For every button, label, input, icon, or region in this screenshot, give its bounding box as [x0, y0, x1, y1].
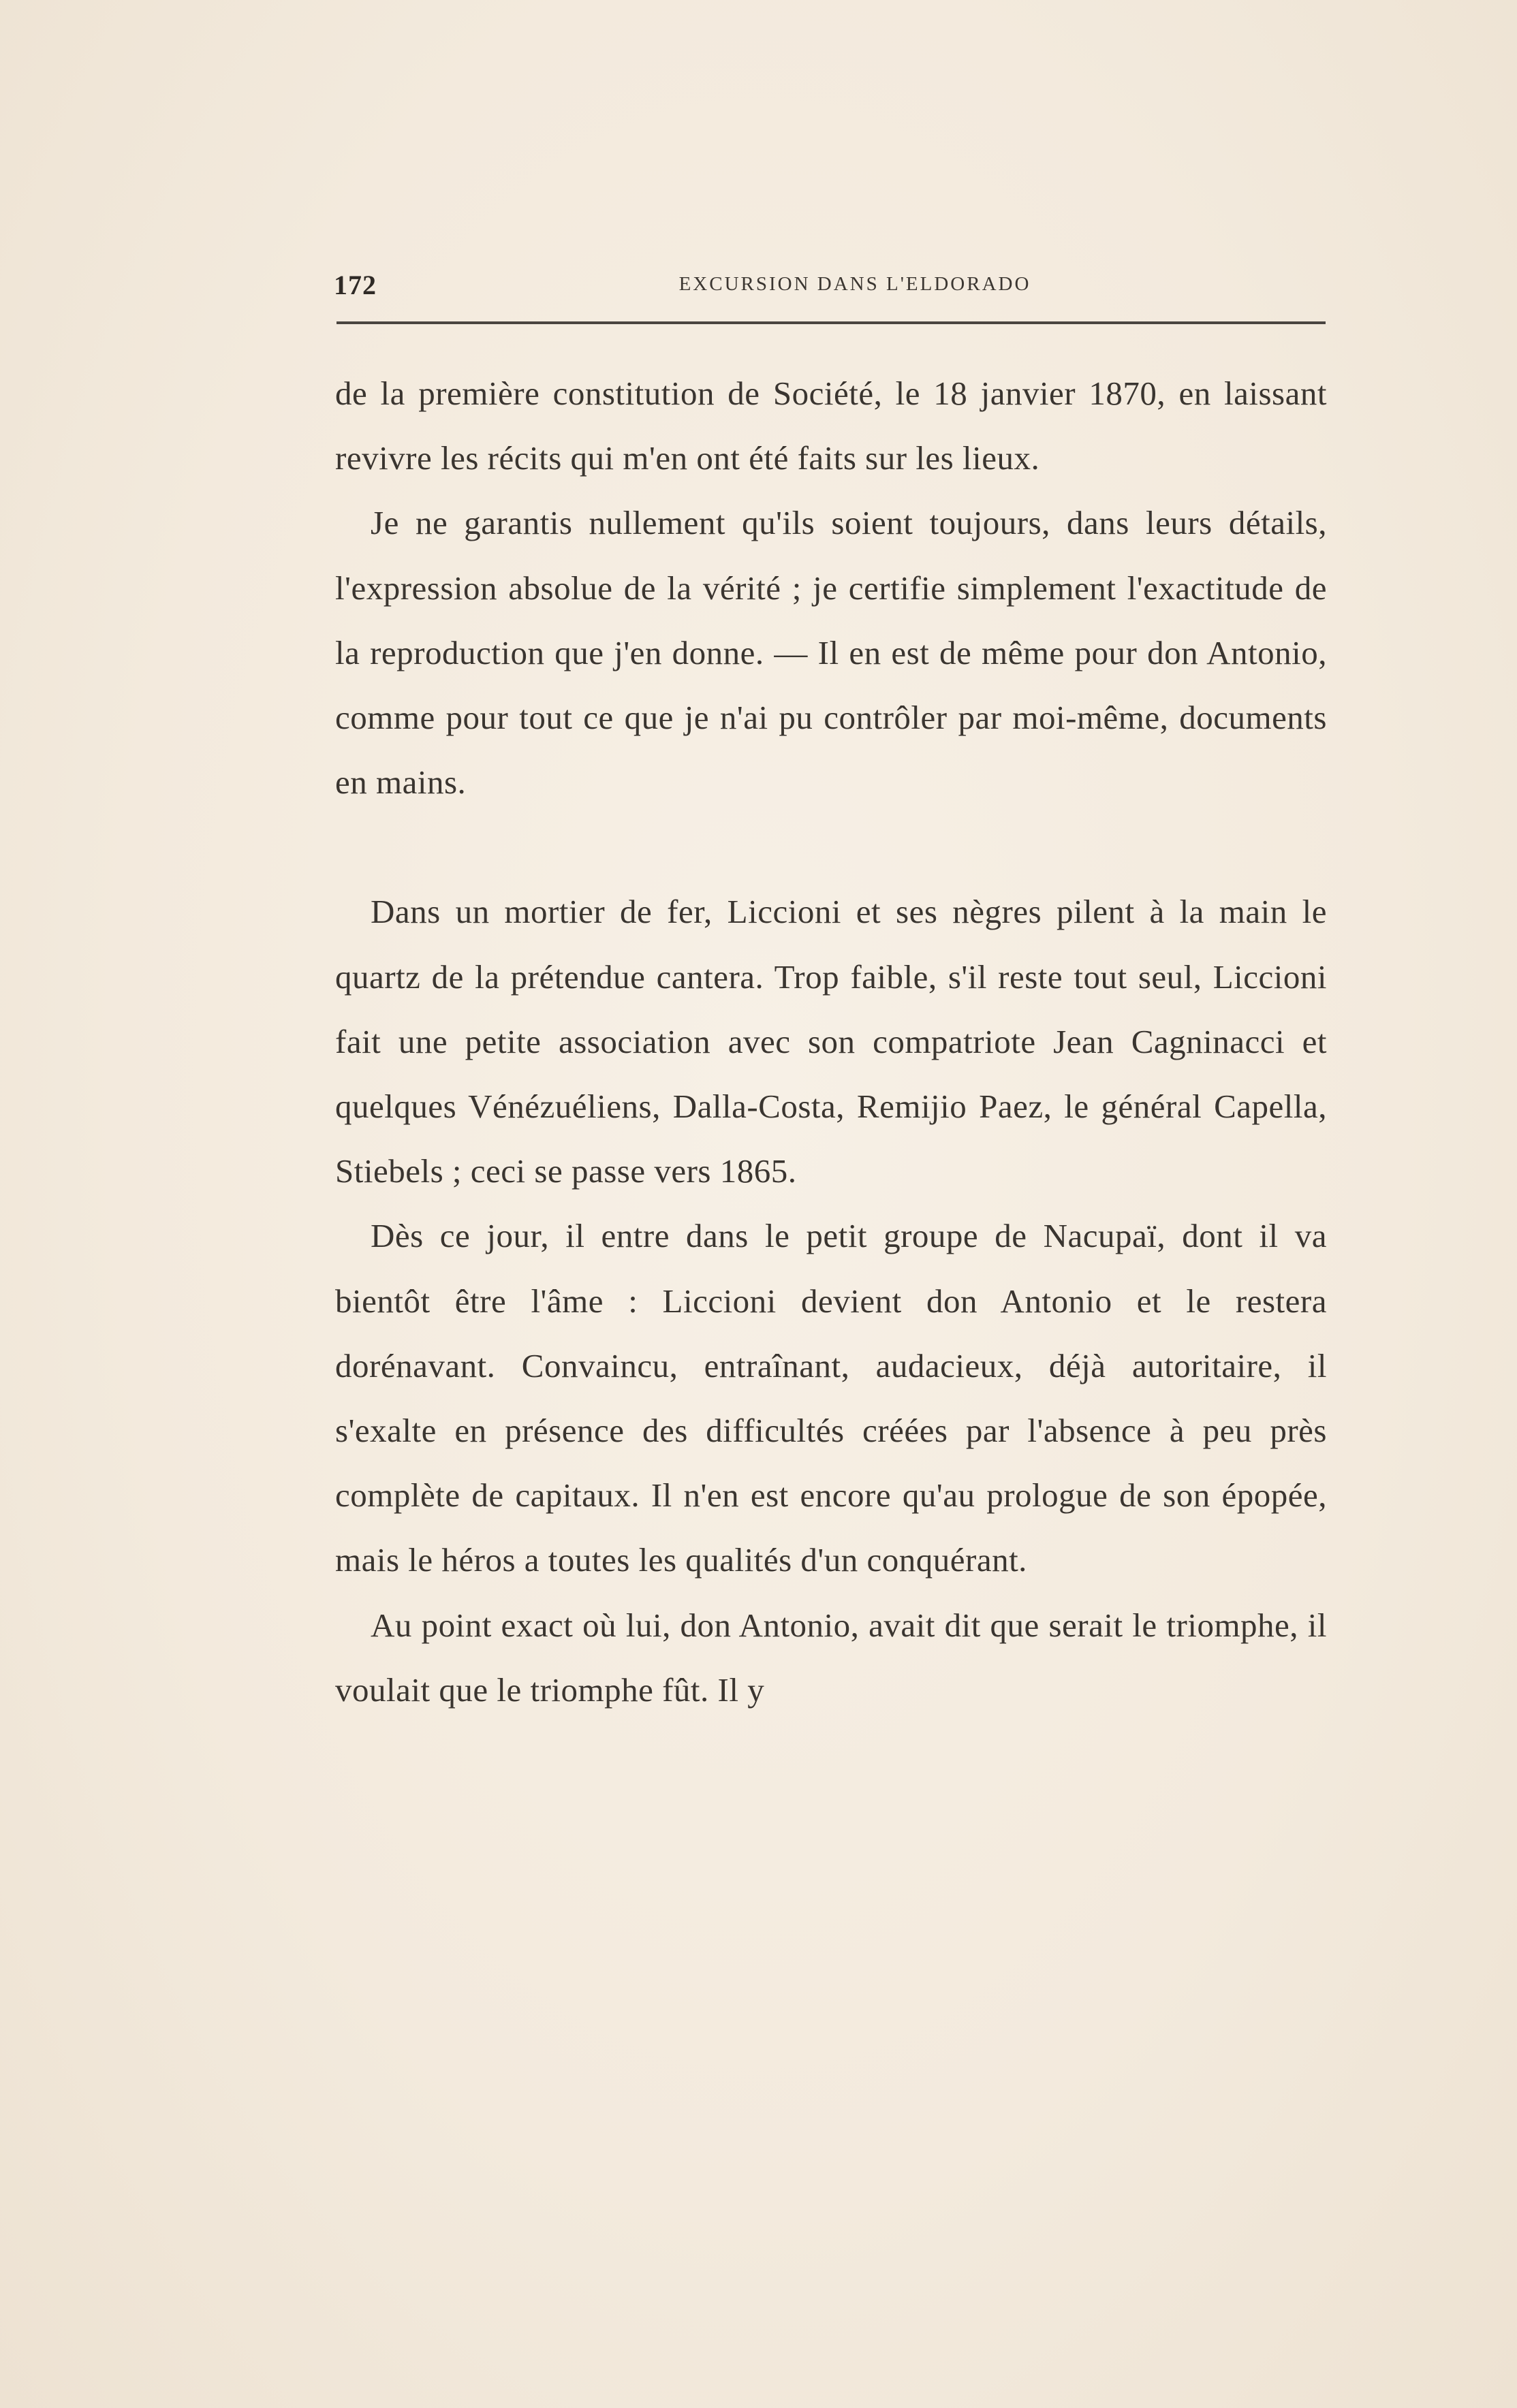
paragraph: Au point exact où lui, don Antonio, avait dit que serait le triomphe, il voulait que le triomphe fût. Il y [335, 1606, 1327, 1709]
page-header [334, 269, 1328, 310]
page-number: 172 [334, 270, 377, 300]
running-head: EXCURSION DANS L'ELDORADO [678, 273, 1031, 295]
paragraph-section-start: Dans un mortier de fer, Liccioni et ses nègres pilent à la main le quartz de la prétendue cantera. Trop faible, s'il reste tout seul, Liccioni fait une petite association avec son compatriote Jean Cagninacci et quelques Vénézuéliens, Dalla-Costa, Remijio Paez, le général Capella, Stiebels ; ceci se passe vers 1865. [335, 893, 1327, 1190]
paragraph: Dès ce jour, il entre dans le petit groupe de Nacupaï, dont il va bientôt être l'âme : Liccioni devient don Antonio et le restera dorénavant. Convaincu, entraînant, audacieux, déjà autoritaire, il s'exalte en présence des difficultés créées par l'absence à peu près complète de capitaux. Il n'en est encore qu'au prologue de son épopée, mais le héros a toutes les qualités d'un conquérant. [335, 1217, 1327, 1579]
paragraph-continued: de la première constitution de Société, le 18 janvier 1870, en laissant revivre les récits qui m'en ont été faits sur les lieux. [335, 375, 1327, 477]
paragraph: Je ne garantis nullement qu'ils soient toujours, dans leurs détails, l'expression absolue de la vérité ; je certifie simplement l'exactitude de la reproduction que j'en donne. — Il en est de même pour don Antonio, comme pour tout ce que je n'ai pu contrôler par moi-même, documents en mains. [335, 504, 1327, 802]
body-text [335, 361, 1327, 1722]
header-rule [337, 321, 1326, 324]
